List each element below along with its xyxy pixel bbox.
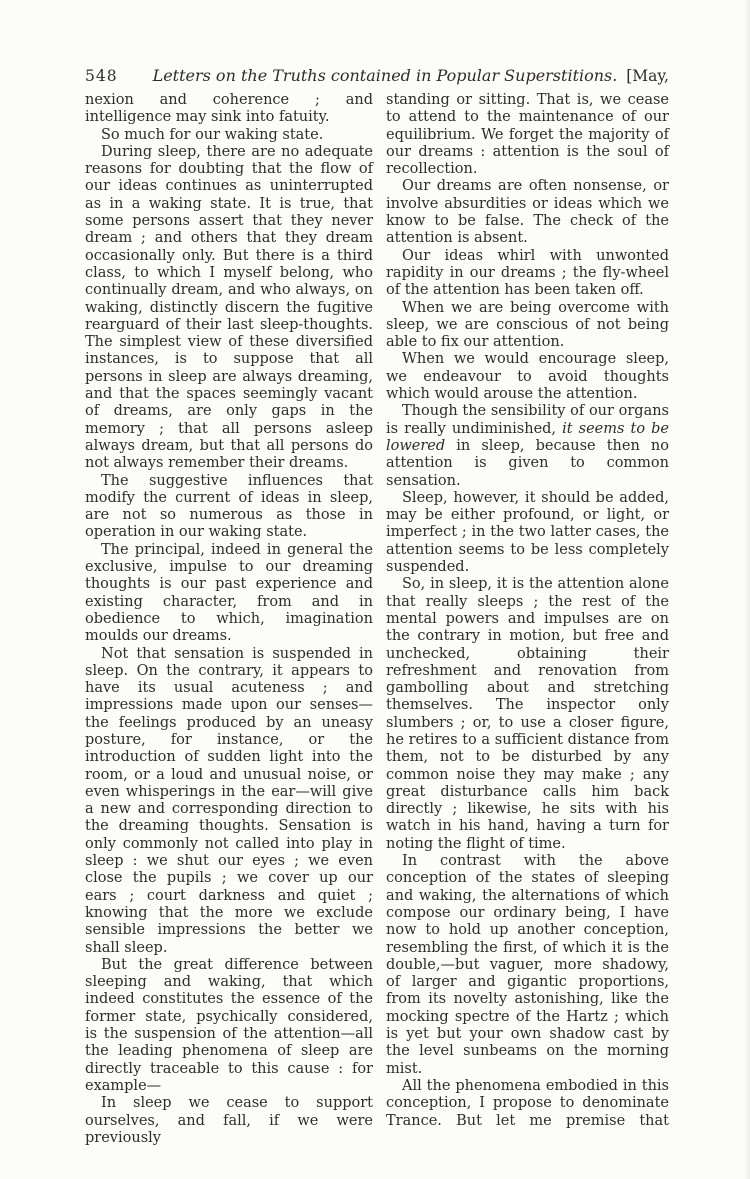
paragraph: Not that sensation is suspended in sleep. On the contrary, it appears to have its usual acuteness ; and impressions made upon our senses—the feelings produced by an uneasy posture, for instance, or the introduction of sudden light into the room, or a loud and unusual noise, or even whisperings in the ear—will give a new and corresponding direction to the dreaming thoughts. Sensation is only commonly not called into play in sleep : we shut our eyes ; we even close the pupils ; we cover up our ears ; court darkness and quiet ; knowing that the more we exclude sensible impressions the better we shall sleep.	[85, 645, 373, 956]
paragraph: But the great difference between sleeping and waking, that which indeed constitutes the essence of the former state, psychically considered, is the suspension of the attention—all the leading phenomena of sleep are directly traceable to this cause : for example—	[85, 956, 373, 1094]
paragraph: Our dreams are often nonsense, or involve absurdities or ideas which we know to be false. The check of the attention is absent.	[386, 178, 669, 247]
paragraph: Our ideas whirl with unwonted rapidity in our dreams ; the fly-wheel of the attention has been taken off.	[386, 247, 669, 299]
paragraph: So much for our waking state.	[101, 126, 324, 143]
paragraph: Sleep, however, it should be added, may be either profound, or light, or imperfect ; in the two latter cases, the attention seems to be less completely suspended.	[386, 489, 669, 576]
paragraph: When we are being overcome with sleep, we are conscious of not being able to fix our attention.	[386, 299, 669, 351]
running-title: Letters on the Truths contained in Popular Superstitions.	[152, 66, 618, 85]
paragraph: standing or sitting. That is, we cease to attend to the maintenance of our equilibrium. We forget the majority of our dreams : attention is the soul of recollection.	[386, 92, 669, 178]
paragraph	[386, 403, 669, 489]
paragraph: During sleep, there are no adequate reasons for doubting that the flow of our ideas continues as uninterrupted as in a waking state. It is true, that some persons assert that they never dream ; and others that they dream occasionally only. But there is a third class, to which I myself belong, who continually dream, and who always, on waking, distinctly discern the fugitive rearguard of their last sleep-thoughts. The simplest view of these diversified instances, is to suppose that all persons in sleep are always dreaming, and that the spaces seemingly vacant of dreams, are only gaps in the memory ; that all persons asleep always dream, but that all persons do not always remember their dreams.	[85, 143, 373, 472]
paragraph: So, in sleep, it is the attention alone that really sleeps ; the rest of the mental powers and impulses are on the contrary in motion, but free and unchecked, obtaining their refreshment and renovation from gambolling about and stretching themselves. The inspector only slumbers ; or, to use a closer figure, he retires to a sufficient distance from them, not to be disturbed by any common noise they may make ; any great disturbance calls him back directly ; likewise, he sits with his watch in his hand, having a turn for noting the flight of time.	[386, 576, 669, 852]
paragraph-segment: Though the sensibility of our organs is really undiminished,	[386, 403, 669, 437]
paragraph: The suggestive influences that modify the current of ideas in sleep, are not so numerous as those in operation in our waking state.	[85, 472, 373, 541]
page-number: 548	[85, 67, 118, 85]
paragraph-segment: in sleep, because then no attention is given to common sensation.	[386, 437, 669, 489]
text-columns	[85, 92, 669, 1147]
paragraph: All the phenomena embodied in this conception, I propose to denominate Trance. But let me premise that	[386, 1077, 669, 1129]
left-column	[85, 92, 373, 1147]
paragraph: When we would encourage sleep, we endeavour to avoid thoughts which would arouse the attention.	[386, 351, 669, 403]
paragraph: In contrast with the above conception of the states of sleeping and waking, the alternations of which compose our ordinary being, I have now to hold up another conception, resembling the first, of which it is the double,—but vaguer, more shadowy, of larger and gigantic proportions, from its novelty astonishing, like the mocking spectre of the Hartz ; which is yet but your own shadow cast by the level sunbeams on the morning mist.	[386, 853, 669, 1077]
italic-phrase: it seems to be lowered	[386, 420, 669, 454]
right-column	[386, 92, 669, 1147]
scan-edge-shading	[744, 0, 750, 1179]
issue-date: [May,	[626, 67, 669, 85]
paragraph: nexion and coherence ; and intelligence may sink into fatuity.	[85, 92, 373, 126]
paragraph: The principal, indeed in general the exclusive, impulse to our dreaming thoughts is our past experience and existing character, from and in obedience to which, imagination moulds our dreams.	[85, 541, 373, 645]
page-header	[85, 66, 669, 85]
paragraph: In sleep we cease to support ourselves, and fall, if we were previously	[85, 1095, 373, 1146]
